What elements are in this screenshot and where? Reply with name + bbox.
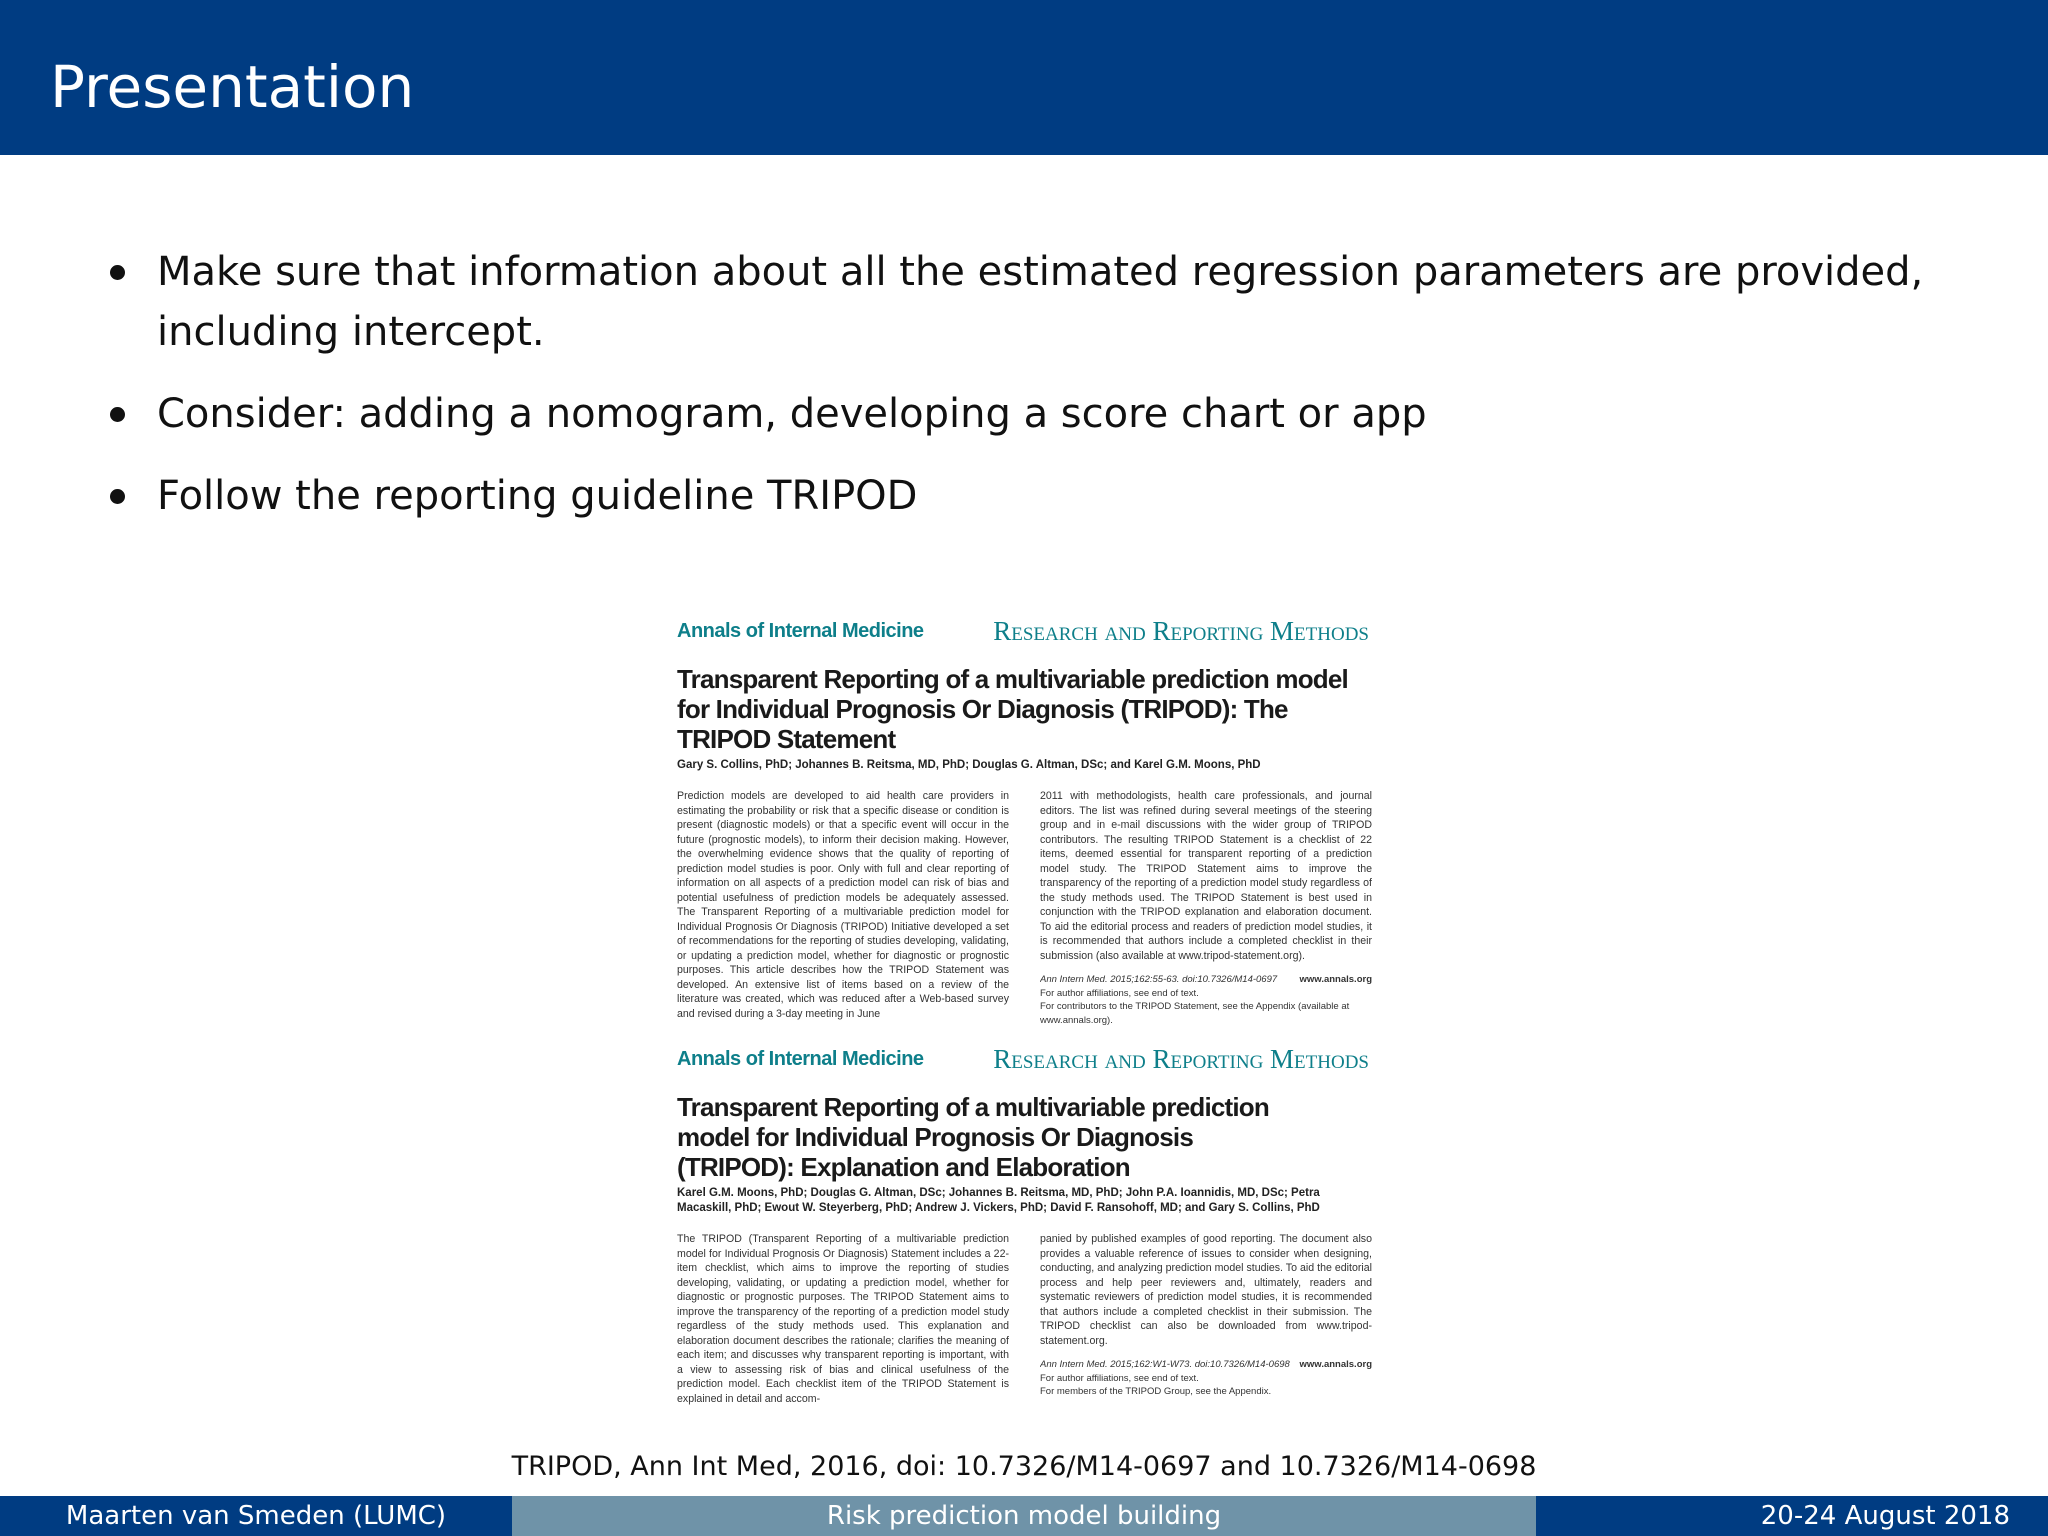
bullet-item — [110, 242, 1990, 362]
citation-row — [1040, 1358, 1372, 1372]
paper-excerpt-statement — [675, 612, 1375, 1026]
journal-url: www.annals.org — [1299, 974, 1372, 985]
footer-author: Maarten van Smeden (LUMC) — [0, 1496, 512, 1536]
citation-text: Ann Intern Med. 2015;162:55-63. doi:10.7326/M14-0697 — [1040, 974, 1278, 985]
citation-text: Ann Intern Med. 2015;162:W1-W73. doi:10.7326/M14-0698 — [1040, 1359, 1290, 1370]
bullet-item — [110, 384, 1990, 444]
footer-date: 20-24 August 2018 — [1760, 1501, 2010, 1531]
paper-title: Transparent Reporting of a multivariable prediction model for Individual Prognosis Or Diagnosis (TRIPOD): Explanation and Elaboration — [677, 1092, 1269, 1182]
paper-title: Transparent Reporting of a multivariable prediction model for Individual Prognosis Or Diagnosis (TRIPOD): The TRIPOD Statement — [677, 664, 1348, 754]
paper-authors: Gary S. Collins, PhD; Johannes B. Reitsma, MD, PhD; Douglas G. Altman, DSc; and Karel G.M. Moons, PhD — [677, 759, 1261, 771]
journal-url: www.annals.org — [1299, 1359, 1372, 1370]
footer-date-box — [1536, 1496, 2048, 1536]
affiliation-note: For author affiliations, see end of text. — [1040, 987, 1199, 999]
contributors-note: For contributors to the TRIPOD Statement, see the Appendix (available at www.annals.org). — [1040, 1001, 1350, 1026]
citation-block — [1040, 973, 1372, 1027]
abstract-right-text: 2011 with methodologists, health care professionals, and journal editors. The list was refined during several meetings of the steering group and in e-mail discussions with the wider group of TRIPOD contributors. The resulting TRIPOD Statement is a checklist of 22 items, deemed essential for transparent reporting of a prediction model study. The TRIPOD Statement aims to improve the transparency of the reporting of a prediction model study regardless of the study methods used. The TRIPOD Statement is best used in conjunction with the TRIPOD explanation and elaboration document. To aid the editorial process and readers of prediction model studies, it is recommended that authors include a completed checklist in their submission (also available at www.tripod-statement.org). — [1040, 790, 1372, 962]
bullet-item — [110, 466, 1990, 526]
paper-excerpt-elaboration — [675, 1040, 1375, 1405]
paper-abstract — [675, 789, 1375, 1039]
abstract-right-column — [1040, 789, 1372, 1027]
bullet-text: Make sure that information about all the estimated regression parameters are provided, including intercept. — [157, 249, 1924, 355]
bullet-text: Follow the reporting guideline TRIPOD — [157, 473, 918, 519]
abstract-left-column: Prediction models are developed to aid health care providers in estimating the probability or risk that a specific disease or condition is present (diagnostic models) or that a specific event will occur in the future (prognostic models), to inform their decision making. However, the overwhelming evidence shows that the quality of reporting of prediction model studies is poor. Only with full and clear reporting of information on all aspects of a prediction model can risk of bias and potential usefulness of prediction models be adequately assessed. The Transparent Reporting of a multivariable prediction model for Individual Prognosis Or Diagnosis (TRIPOD) Initiative developed a set of recommendations for the reporting of studies developing, validating, or updating a prediction model, whether for diagnostic or prognostic purposes. This article describes how the TRIPOD Statement was developed. An extensive list of items based on a review of the literature was created, which was reduced after a Web-based survey and revised during a 3-day meeting in June — [677, 790, 1009, 1020]
slide-title: Presentation — [50, 53, 415, 121]
abstract-left-column: The TRIPOD (Transparent Reporting of a multivariable prediction model for Individual Prognosis Or Diagnosis) Statement includes a 22-item checklist, which aims to improve the reporting of studies developing, validating, or updating a prediction model, whether for diagnostic or prognostic purposes. The TRIPOD Statement aims to improve the transparency of the reporting of a prediction model study regardless of the study methods used. This explanation and elaboration document describes the rationale; clarifies the meaning of each item; and discusses why transparent reporting is important, with a view to assessing risk of bias and clinical usefulness of the prediction model. Each checklist item of the TRIPOD Statement is explained in detail and accom- — [677, 1233, 1009, 1405]
bullet-list — [110, 242, 1990, 548]
journal-name: Annals of Internal Medicine — [677, 620, 924, 642]
affiliation-note: For author affiliations, see end of text. — [1040, 1372, 1199, 1384]
section-name: Research and Reporting Methods — [993, 1044, 1369, 1074]
paper-abstract — [675, 1232, 1375, 1422]
footer-bar — [0, 1496, 2048, 1536]
abstract-right-column — [1040, 1232, 1372, 1399]
figure-caption: TRIPOD, Ann Int Med, 2016, doi: 10.7326/M14-0697 and 10.7326/M14-0698 — [511, 1451, 1537, 1482]
abstract-right-text: panied by published examples of good reporting. The document also provides a valuable reference of issues to consider when designing, conducting, and analyzing prediction model studies. To aid the editorial process and help peer reviewers and, ultimately, readers and systematic reviewers of prediction model studies, it is recommended that authors include a completed checklist in their submission. The TRIPOD checklist can also be downloaded from www.tripod-statement.org. — [1040, 1233, 1372, 1347]
footer-talk-title: Risk prediction model building — [512, 1496, 1536, 1536]
bullet-dot-icon — [110, 407, 125, 422]
bullet-dot-icon — [110, 265, 125, 280]
section-name: Research and Reporting Methods — [993, 616, 1369, 646]
paper-authors: Karel G.M. Moons, PhD; Douglas G. Altman, DSc; Johannes B. Reitsma, MD, PhD; John P.A. Ioannidis, MD, DSc; Petra Macaskill, PhD; Ewout W. Steyerberg, PhD; Andrew J. Vickers, PhD; David F. Ransohoff, MD; and Gary S. Collins, PhD — [677, 1187, 1320, 1214]
citation-block — [1040, 1358, 1372, 1399]
bullet-text: Consider: adding a nomogram, developing a score chart or app — [157, 391, 1427, 437]
contributors-note: For members of the TRIPOD Group, see the Appendix. — [1040, 1386, 1272, 1397]
journal-name: Annals of Internal Medicine — [677, 1048, 924, 1070]
journal-header — [675, 612, 1375, 652]
citation-row — [1040, 973, 1372, 987]
title-bar — [0, 0, 2048, 155]
journal-header — [675, 1040, 1375, 1080]
bullet-dot-icon — [110, 489, 125, 504]
